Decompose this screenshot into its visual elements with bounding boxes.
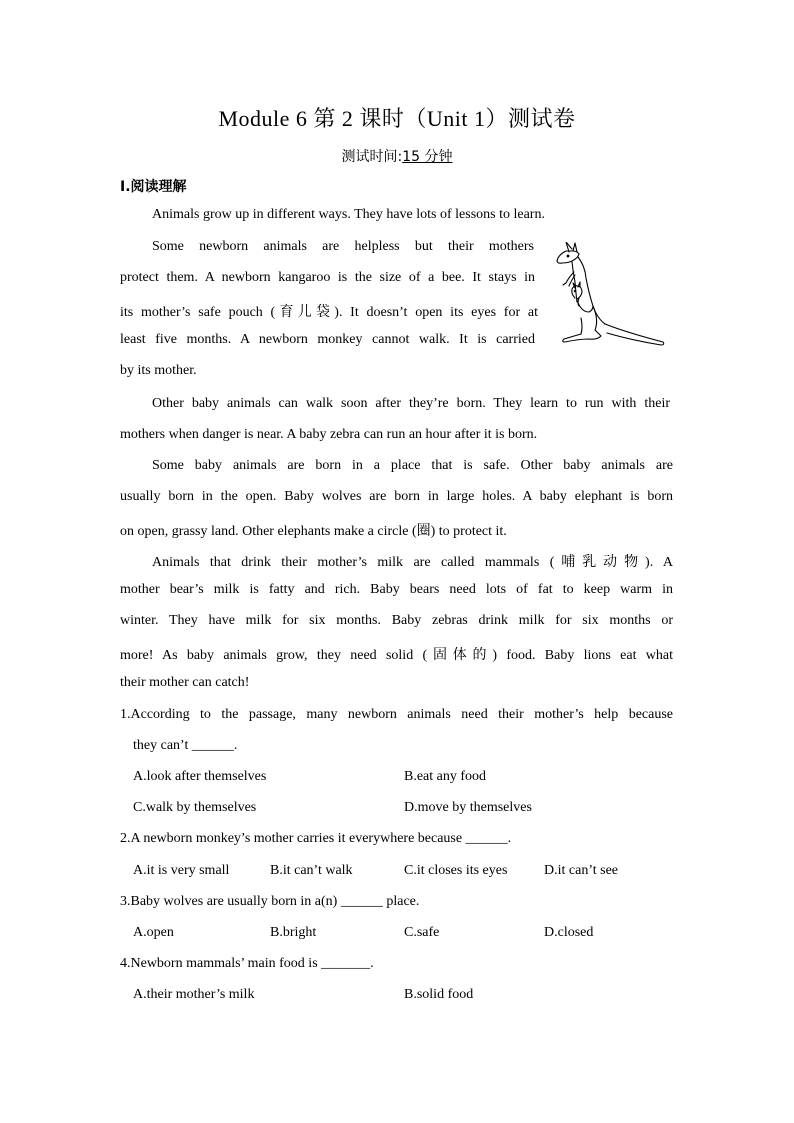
passage-line: more! As baby animals grow, they need solid (固体的) food. Baby lions eat what bbox=[120, 648, 673, 663]
passage-line: mother bear’s milk is fatty and rich. Baby bears need lots of fat to keep warm in bbox=[120, 582, 673, 597]
question-stem: 4.Newborn mammals’ main food is _______. bbox=[120, 956, 374, 971]
test-time-value: 15 分钟 bbox=[402, 149, 453, 165]
option-a[interactable]: A.it is very small bbox=[133, 863, 230, 878]
passage-line: winter. They have milk for six months. Baby zebras drink milk for six months or bbox=[120, 613, 673, 628]
option-d[interactable]: D.it can’t see bbox=[544, 863, 618, 878]
option-a[interactable]: A.look after themselves bbox=[133, 769, 267, 784]
option-c[interactable]: C.walk by themselves bbox=[133, 800, 257, 815]
question-stem: 2.A newborn monkey’s mother carries it everywhere because ______. bbox=[120, 831, 512, 846]
test-time-label: 测试时间: bbox=[341, 149, 403, 165]
question-stem: 1.According to the passage, many newborn animals need their mother’s help because bbox=[120, 707, 673, 722]
passage-line: on open, grassy land. Other elephants make a circle (圈) to protect it. bbox=[120, 524, 507, 539]
passage-line: Some baby animals are born in a place that is safe. Other baby animals are bbox=[152, 458, 673, 473]
passage-line: mothers when danger is near. A baby zebra can run an hour after it is born. bbox=[120, 427, 538, 442]
option-c[interactable]: C.safe bbox=[404, 925, 440, 940]
passage-line: Animals grow up in different ways. They have lots of lessons to learn. bbox=[152, 207, 545, 222]
passage-line: usually born in the open. Baby wolves are born in large holes. A baby elephant is born bbox=[120, 489, 673, 504]
passage-line: Animals that drink their mother’s milk are called mammals (哺乳动物). A bbox=[152, 555, 673, 570]
passage-line: Some newborn animals are helpless but their mothers bbox=[152, 239, 534, 254]
option-a[interactable]: A.open bbox=[133, 925, 174, 940]
page-title: Module 6 第 2 课时（Unit 1）测试卷 bbox=[218, 106, 576, 131]
option-a[interactable]: A.their mother’s milk bbox=[133, 987, 255, 1002]
option-d[interactable]: D.move by themselves bbox=[404, 800, 532, 815]
option-c[interactable]: C.it closes its eyes bbox=[404, 863, 508, 878]
passage-line: least five months. A newborn monkey cannot walk. It is carried bbox=[120, 332, 535, 347]
test-time bbox=[0, 146, 794, 166]
option-b[interactable]: B.solid food bbox=[404, 987, 474, 1002]
section-heading: Ⅰ.阅读理解 bbox=[120, 179, 187, 195]
passage-line: their mother can catch! bbox=[120, 675, 250, 690]
passage-line: its mother’s safe pouch (育儿袋). It doesn’t open its eyes for at bbox=[120, 305, 538, 320]
kangaroo-icon bbox=[553, 242, 668, 350]
option-b[interactable]: B.bright bbox=[270, 925, 317, 940]
option-d[interactable]: D.closed bbox=[544, 925, 594, 940]
passage-line: by its mother. bbox=[120, 363, 197, 378]
question-stem: they can’t ______. bbox=[133, 738, 238, 753]
option-b[interactable]: B.it can’t walk bbox=[270, 863, 353, 878]
passage-line: protect them. A newborn kangaroo is the size of a bee. It stays in bbox=[120, 270, 535, 285]
question-stem: 3.Baby wolves are usually born in a(n) ______ place. bbox=[120, 894, 420, 909]
passage-line: Other baby animals can walk soon after they’re born. They learn to run with their bbox=[152, 396, 670, 411]
option-b[interactable]: B.eat any food bbox=[404, 769, 487, 784]
